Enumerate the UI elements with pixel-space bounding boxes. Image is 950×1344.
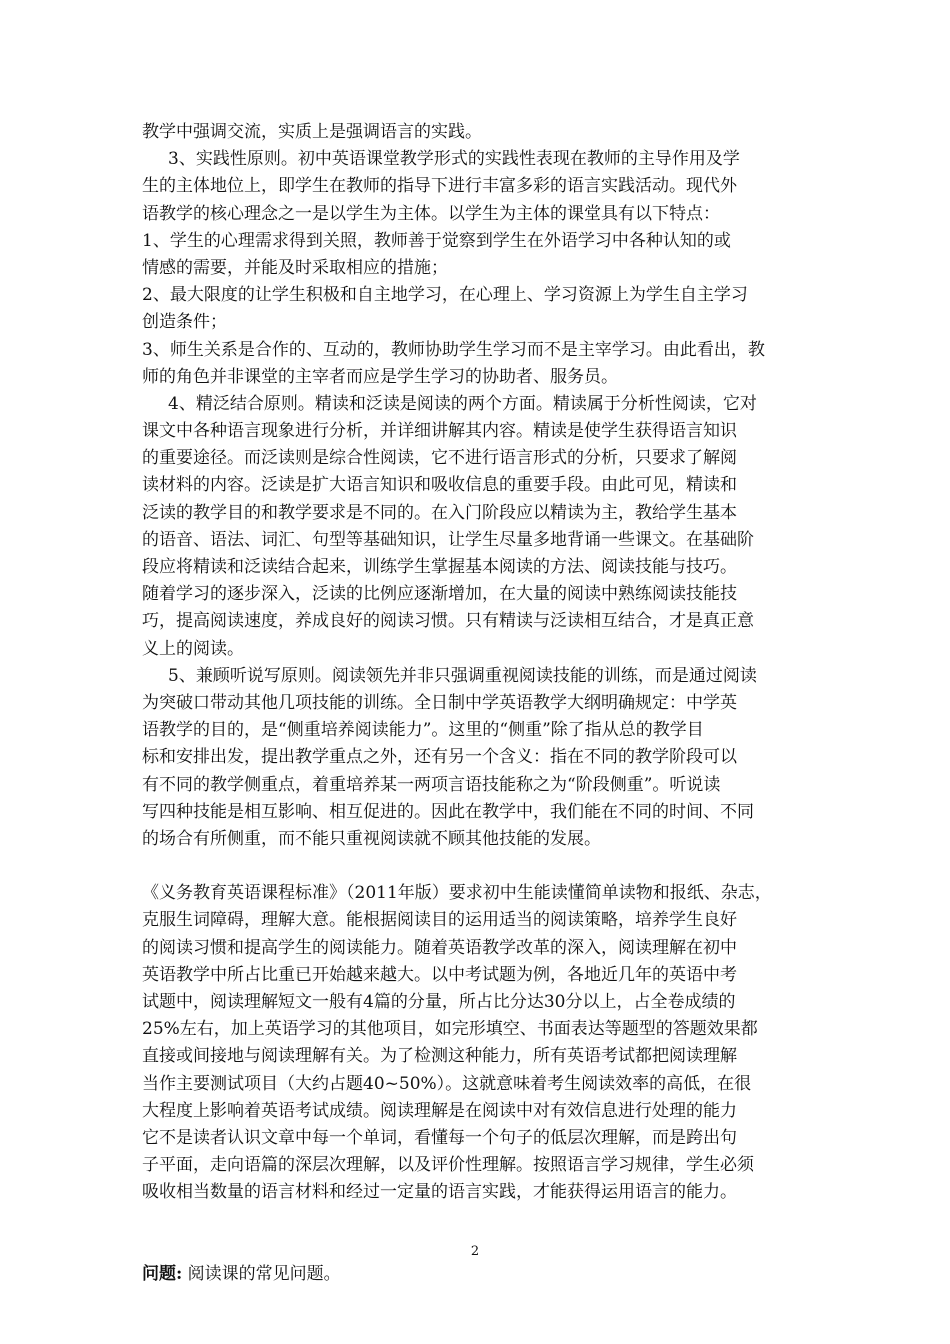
section-curriculum-standard (142, 880, 827, 1206)
paragraph (142, 282, 827, 336)
text-line: 3、实践性原则。初中英语课堂教学形式的实践性表现在教师的主导作用及学 (168, 149, 740, 170)
text-line: 为突破口带动其他几项技能的训练。全日制中学英语教学大纲明确规定：中学英 (142, 692, 737, 713)
text-line: 段应将精读和泛读结合起来，训练学生掌握基本阅读的方法、阅读技能与技巧。 (142, 557, 737, 577)
paragraph (142, 119, 827, 146)
text-line: 当作主要测试项目（大约占题40~50%）。这就意味着考生阅读效率的高低，在很 (142, 1073, 752, 1094)
text-line: 师的角色并非课堂的主宰者而应是学生学习的协助者、服务员。 (142, 366, 618, 387)
question-label: 问题: (142, 1263, 183, 1284)
paragraph (142, 228, 827, 282)
text-line: 吸收相当数量的语言材料和经过一定量的语言实践，才能获得运用语言的能力。 (142, 1182, 737, 1203)
text-line: 创造条件； (142, 312, 227, 333)
text-line: 巧，提高阅读速度，养成良好的阅读习惯。只有精读与泛读相互结合，才是真正意 (142, 611, 754, 632)
text-line: 义上的阅读。 (142, 638, 244, 659)
text-line: 写四种技能是相互影响、相互促进的。因此在教学中，我们能在不同的时间、不同 (142, 801, 754, 822)
text-line: 它不是读者认识文章中每一个单词，看懂每一个句子的低层次理解，而是跨出句 (142, 1127, 737, 1148)
question-text: 阅读课的常见问题。 (182, 1263, 341, 1284)
text-line: 教学中强调交流，实质上是强调语言的实践。 (142, 122, 482, 142)
text-line: 英语教学中所占比重已开始越来越大。以中考试题为例，各地近几年的英语中考 (142, 964, 737, 985)
text-line: 《义务教育英语课程标准》（2011年版）要求初中生能读懂简单读物和报纸、杂志， (142, 883, 772, 904)
paragraph (142, 337, 827, 391)
text-line: 标和安排出发，提出教学重点之外，还有另一个含义：指在不同的教学阶段可以 (142, 747, 737, 768)
text-line: 25%左右，加上英语学习的其他项目，如完形填空、书面表达等题型的答题效果都 (142, 1019, 758, 1040)
text-line: 课文中各种语言现象进行分析，并详细讲解其内容。精读是使学生获得语言知识 (142, 421, 737, 442)
text-line: 的阅读习惯和提高学生的阅读能力。随着英语教学改革的深入，阅读理解在初中 (142, 937, 737, 958)
text-line: 1、学生的心理需求得到关照，教师善于觉察到学生在外语学习中各种认知的或 (142, 230, 731, 251)
text-line: 随着学习的逐步深入，泛读的比例应逐渐增加，在大量的阅读中熟练阅读技能技 (142, 584, 737, 605)
text-line: 3、师生关系是合作的、互动的，教师协助学生学习而不是主宰学习。由此看出，教 (142, 339, 765, 360)
text-line: 情感的需要，并能及时采取相应的措施； (142, 257, 448, 278)
text-line: 生的主体地位上，即学生在教师的指导下进行丰富多彩的语言实践活动。现代外 (142, 176, 737, 197)
text-line: 4、精泛结合原则。精读和泛读是阅读的两个方面。精读属于分析性阅读，它对 (168, 393, 757, 414)
text-line: 读材料的内容。泛读是扩大语言知识和吸收信息的重要手段。由此可见，精读和 (142, 475, 737, 496)
section-principles (142, 119, 827, 853)
paragraph (142, 663, 827, 853)
paragraph (142, 146, 827, 228)
text-line: 的重要途径。而泛读则是综合性阅读，它不进行语言形式的分析，只要求了解阅 (142, 448, 737, 469)
text-line: 大程度上影响着英语考试成绩。阅读理解是在阅读中对有效信息进行处理的能力 (142, 1100, 737, 1121)
text-line: 的场合有所侧重，而不能只重视阅读就不顾其他技能的发展。 (142, 828, 601, 849)
text-line: 直接或间接地与阅读理解有关。为了检测这种能力，所有英语考试都把阅读理解 (142, 1046, 737, 1067)
paragraph (142, 391, 827, 663)
question-line (142, 1261, 827, 1288)
text-line: 语教学的目的，是“侧重培养阅读能力”。这里的“侧重”除了指从总的教学目 (142, 720, 704, 741)
page-content (142, 119, 827, 1288)
text-line: 的语音、语法、词汇、句型等基础知识，让学生尽量多地背诵一些课文。在基础阶 (142, 529, 754, 550)
text-line: 有不同的教学侧重点，着重培养某一两项言语技能称之为“阶段侧重”。听说读 (142, 774, 721, 795)
text-line: 克服生词障碍，理解大意。能根据阅读目的运用适当的阅读策略，培养学生良好 (142, 910, 737, 931)
text-line: 子平面，走向语篇的深层次理解，以及评价性理解。按照语言学习规律，学生必须 (142, 1155, 754, 1176)
text-line: 5、兼顾听说写原则。阅读领先并非只强调重视阅读技能的训练，而是通过阅读 (168, 665, 757, 686)
paragraph-spacer (142, 853, 827, 880)
text-line: 试题中，阅读理解短文一般有4篇的分量，所占比分达30分以上，占全卷成绩的 (142, 992, 736, 1012)
text-line: 语教学的核心理念之一是以学生为主体。以学生为主体的课堂具有以下特点： (142, 203, 720, 224)
page-number: 2 (470, 1244, 480, 1259)
text-line: 2、最大限度的让学生积极和自主地学习，在心理上、学习资源上为学生自主学习 (142, 285, 748, 306)
text-line: 泛读的教学目的和教学要求是不同的。在入门阶段应以精读为主，教给学生基本 (142, 502, 737, 523)
